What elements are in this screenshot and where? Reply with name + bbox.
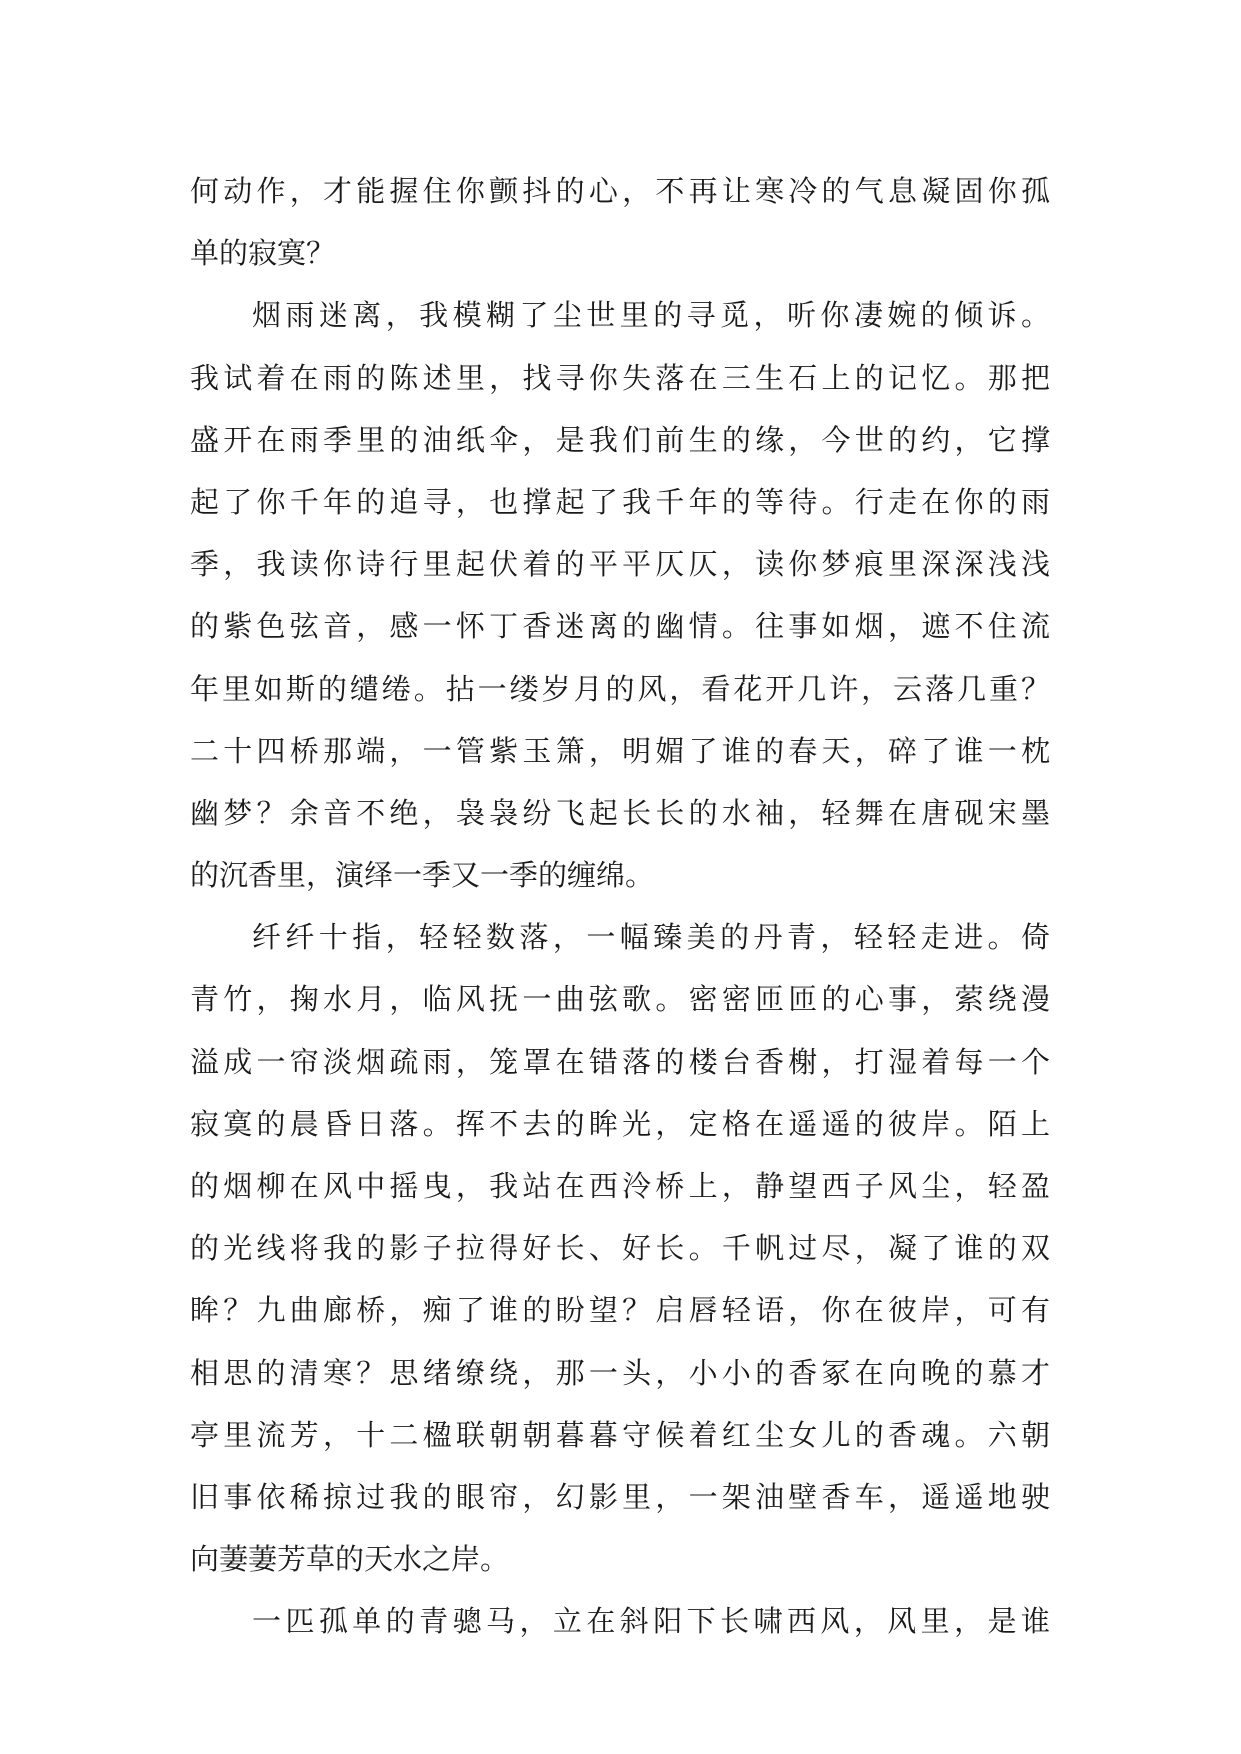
text-line: 的光线将我的影子拉得好长、好长。千帆过尽，凝了谁的双: [190, 1231, 1050, 1266]
text-line: 的沉香里，演绎一季又一季的缠绵。: [190, 858, 655, 893]
text-line: 季，我读你诗行里起伏着的平平仄仄，读你梦痕里深深浅浅: [190, 547, 1050, 582]
text-line: 年里如斯的缱绻。拈一缕岁月的风，看花开几许，云落几重？: [190, 671, 1050, 706]
paragraph-first-line: 一匹孤单的青骢马，立在斜阳下长啸西风，风里，是谁: [252, 1604, 1050, 1639]
text-line: 向萋萋芳草的天水之岸。: [190, 1542, 510, 1577]
paragraph-first-line: 烟雨迷离，我模糊了尘世里的寻觅，听你凄婉的倾诉。: [252, 298, 1050, 333]
paragraph-first-line: 纤纤十指，轻轻数落，一幅臻美的丹青，轻轻走进。倚: [252, 920, 1050, 955]
text-line: 我试着在雨的陈述里，找寻你失落在三生石上的记忆。那把: [190, 360, 1050, 395]
text-line: 青竹，掬水月，临风抚一曲弦歌。密密匝匝的心事，萦绕漫: [190, 982, 1050, 1017]
text-line: 溢成一帘淡烟疏雨，笼罩在错落的楼台香榭，打湿着每一个: [190, 1044, 1050, 1079]
text-line: 寂寞的晨昏日落。挥不去的眸光，定格在遥遥的彼岸。陌上: [190, 1106, 1050, 1141]
text-line: 眸？九曲廊桥，痴了谁的盼望？启唇轻语，你在彼岸，可有: [190, 1293, 1050, 1328]
text-line: 相思的清寒？思绪缭绕，那一头，小小的香冢在向晚的慕才: [190, 1355, 1050, 1390]
body-text: [190, 160, 1050, 1653]
text-line: 旧事依稀掠过我的眼帘，幻影里，一架油壁香车，遥遥地驶: [190, 1479, 1050, 1514]
text-line: 幽梦？余音不绝，袅袅纷飞起长长的水袖，轻舞在唐砚宋墨: [190, 795, 1050, 830]
text-line: 亭里流芳，十二楹联朝朝暮暮守候着红尘女儿的香魂。六朝: [190, 1417, 1050, 1452]
text-line: 的紫色弦音，感一怀丁香迷离的幽情。往事如烟，遮不住流: [190, 609, 1050, 644]
text-line: 起了你千年的追寻，也撑起了我千年的等待。行走在你的雨: [190, 484, 1050, 519]
text-line: 盛开在雨季里的油纸伞，是我们前生的缘，今世的约，它撑: [190, 422, 1050, 457]
text-line: 的烟柳在风中摇曳，我站在西泠桥上，静望西子风尘，轻盈: [190, 1169, 1050, 1203]
text-line: 二十四桥那端，一管紫玉箫，明媚了谁的春天，碎了谁一枕: [190, 733, 1050, 768]
text-line: 单的寂寞？: [190, 236, 336, 271]
text-line: 何动作，才能握住你颤抖的心，不再让寒冷的气息凝固你孤: [190, 174, 1050, 208]
